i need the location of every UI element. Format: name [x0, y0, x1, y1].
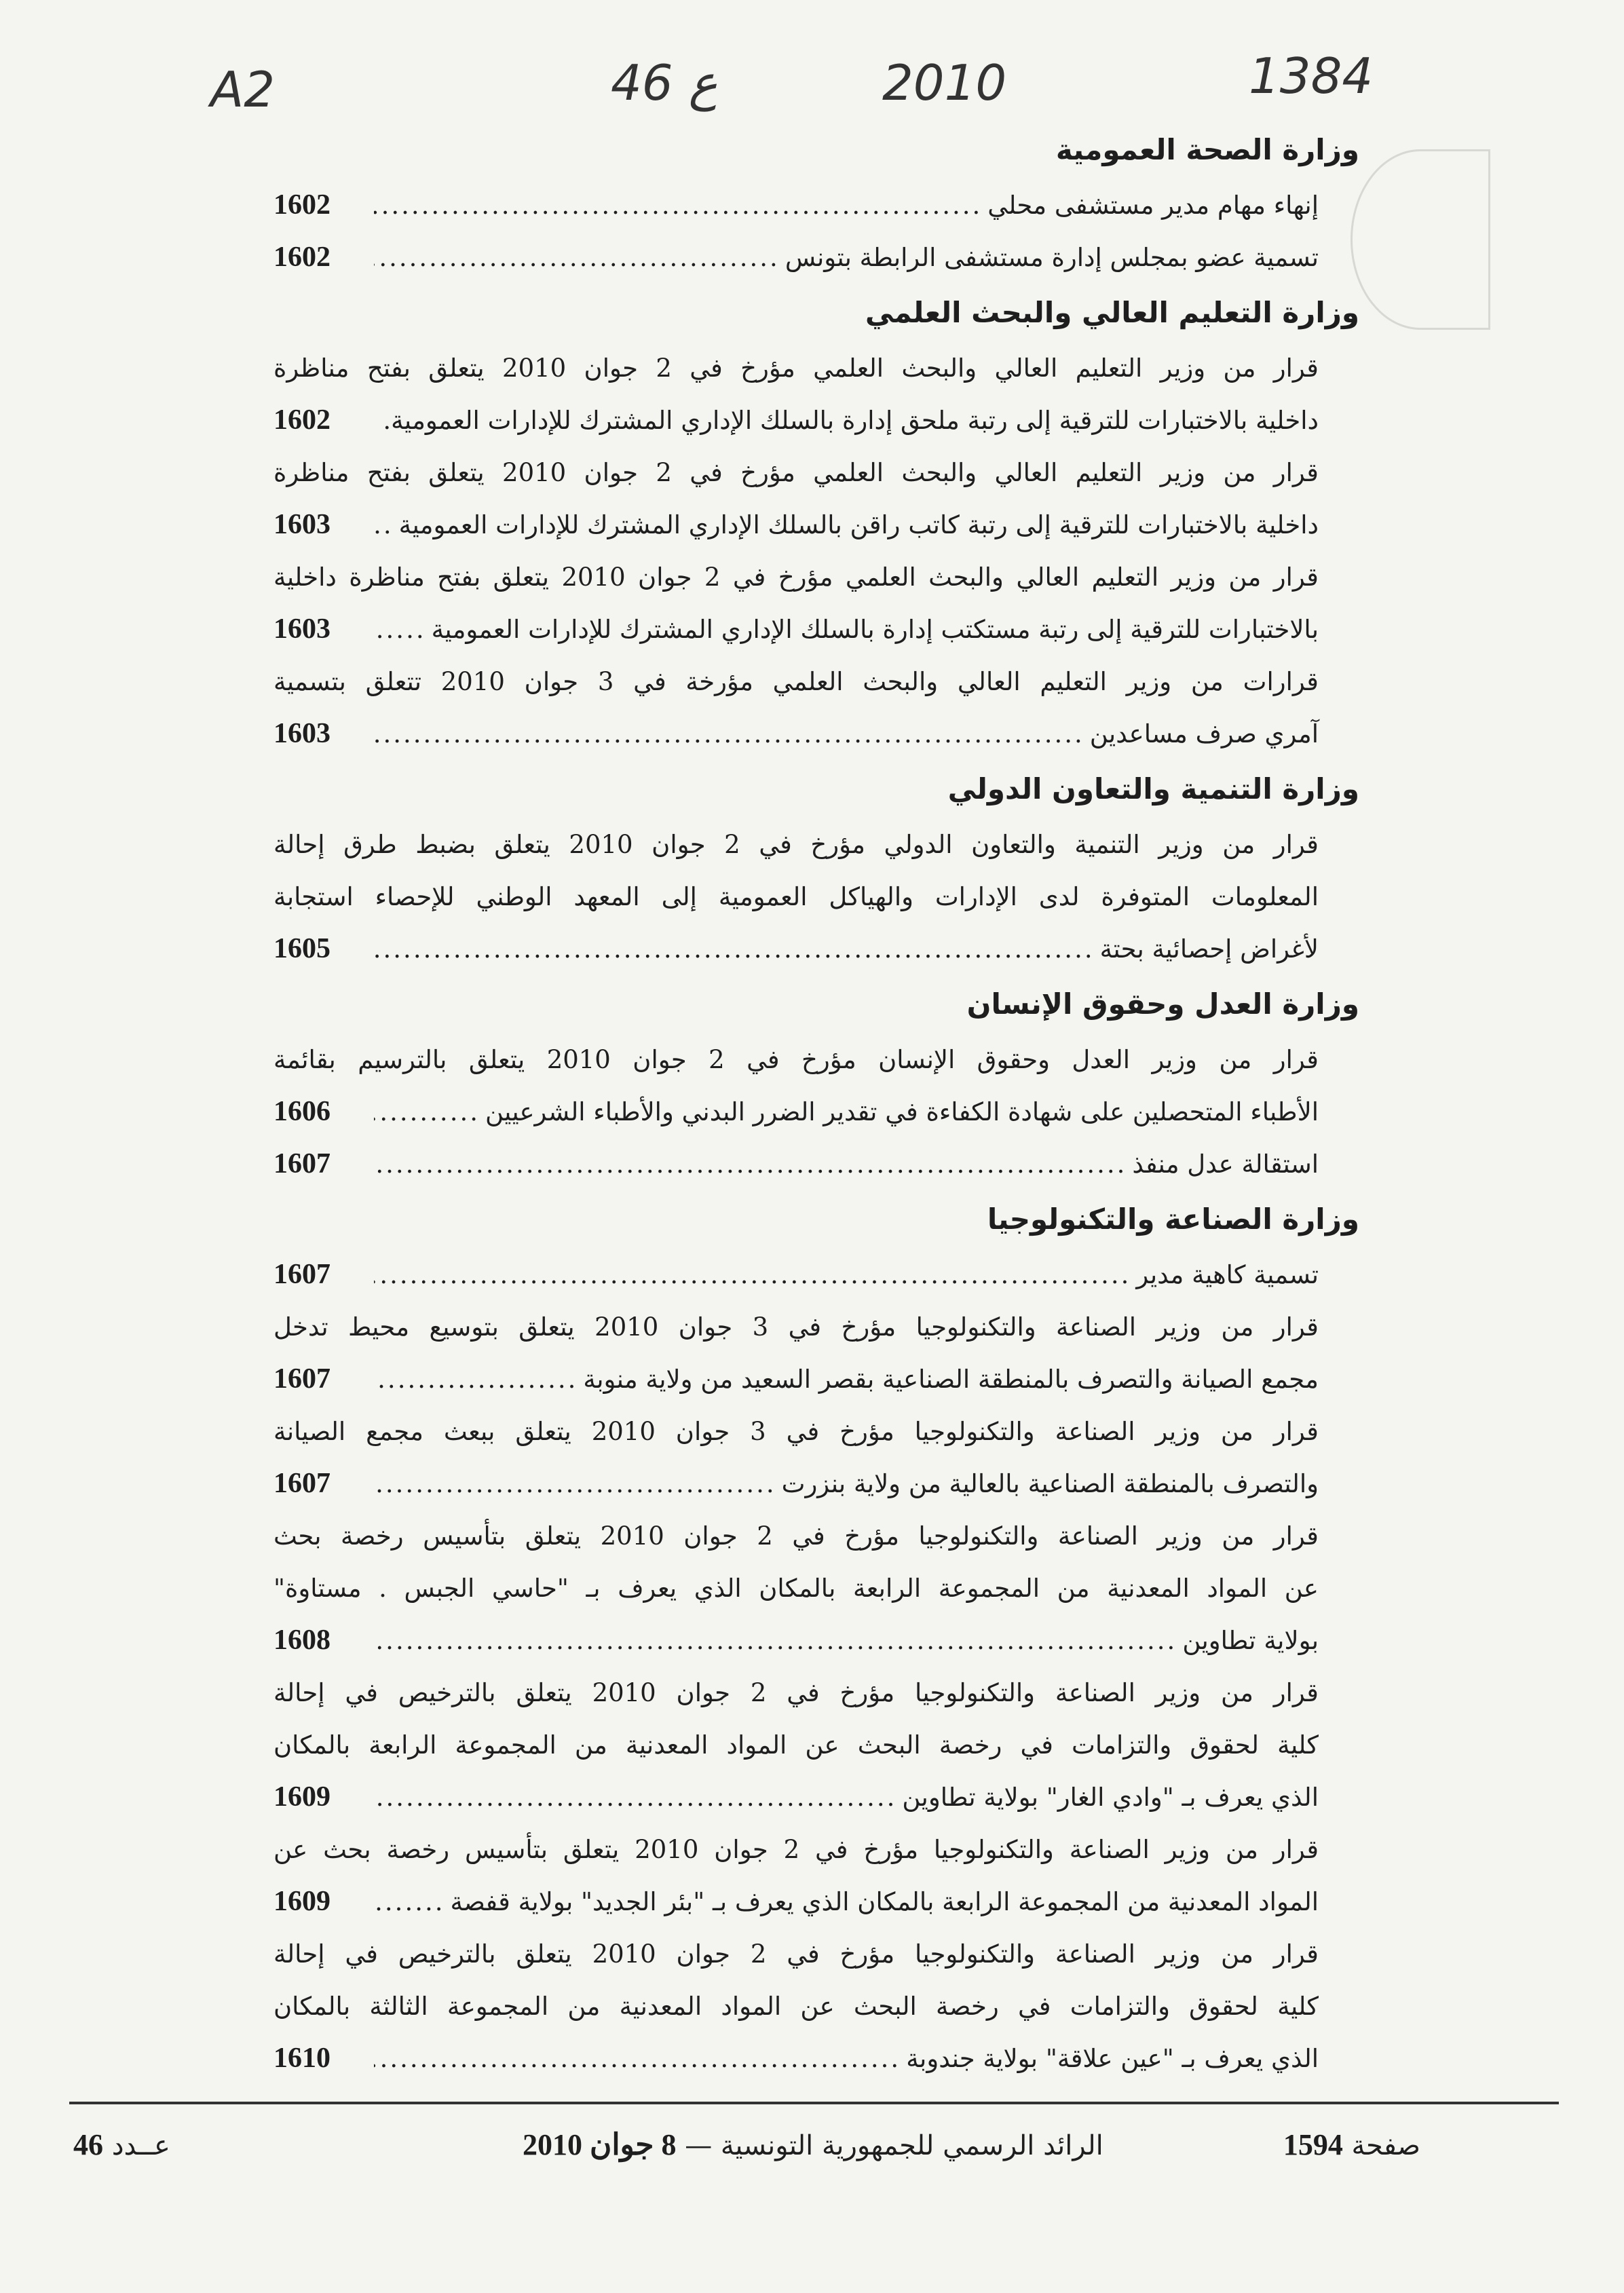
toc-entry: [273, 551, 1359, 656]
dot-leader: [374, 1771, 896, 1823]
entry-final-line: [273, 1353, 1359, 1405]
handwritten-note-ref: 1384: [1249, 48, 1374, 105]
footer-gazette: [523, 2127, 1103, 2162]
ministry-section-4: [273, 975, 1359, 1190]
toc-entry: [273, 1823, 1359, 1928]
dot-leader: [374, 231, 780, 284]
handwritten-note-a2: A2: [210, 61, 276, 118]
footer-rule: [69, 2102, 1559, 2104]
entry-text-line: المعلومات المتوفرة لدى الإدارات والهياكل العمومية إلى المعهد الوطني للإحصاء استجابة: [273, 882, 1319, 911]
toc-entry: [273, 1034, 1359, 1138]
entry-text-line: قرار من وزير الصناعة والتكنولوجيا مؤرخ في 2 جوان 2010 يتعلق بالترخيص في إحالة: [273, 1939, 1319, 1969]
toc-entry: [273, 342, 1359, 447]
entry-final-line: [273, 394, 1359, 447]
entry-final-line: [273, 603, 1359, 656]
footer-date: 8 جوان 2010: [523, 2128, 677, 2161]
entry-text-line: تسمية عضو بمجلس إدارة مستشفى الرابطة بتونس: [785, 243, 1319, 272]
toc-entry: [273, 179, 1359, 231]
ministry-title: وزارة العدل وحقوق الإنسان: [966, 987, 1359, 1021]
page-number: 1608: [273, 1625, 331, 1656]
footer-gazette-title: الرائد الرسمي للجمهورية التونسية —: [685, 2130, 1103, 2161]
dot-leader: [374, 1353, 578, 1405]
section-entries: [273, 342, 1359, 760]
ministry-section-5: [273, 1190, 1359, 2085]
toc-entry: [273, 231, 1359, 284]
entry-text-line: مجمع الصيانة والتصرف بالمنطقة الصناعية بقصر السعيد من ولاية منوبة: [583, 1365, 1319, 1394]
table-of-contents: [273, 121, 1359, 2085]
section-entries: [273, 1034, 1359, 1190]
entry-text-line: والتصرف بالمنطقة الصناعية بالعالية من ولاية بنزرت: [781, 1469, 1319, 1498]
dot-leader: [374, 1614, 1177, 1667]
entry-text-line: قرارات من وزير التعليم العالي والبحث العلمي مؤرخة في 3 جوان 2010 تتعلق بتسمية: [273, 667, 1319, 696]
section-entries: [273, 179, 1359, 284]
toc-entry: [273, 1301, 1359, 1405]
entry-text-line: عن المواد المعدنية من المجموعة الرابعة بالمكان الذي يعرف بـ "حاسي الجبس . مستاوة": [273, 1574, 1319, 1603]
dot-leader: [374, 1458, 776, 1510]
entry-text-line: قرار من وزير التنمية والتعاون الدولي مؤرخ في 2 جوان 2010 يتعلق بضبط طرق إحالة: [273, 830, 1319, 859]
entry-text-line: قرار من وزير التعليم العالي والبحث العلمي مؤرخ في 2 جوان 2010 يتعلق بفتح مناظرة داخلية: [273, 563, 1319, 592]
entry-final-line: [273, 1876, 1359, 1928]
entry-final-line: [273, 2032, 1359, 2085]
entry-final-line: [273, 499, 1359, 551]
entry-final-line: [273, 1138, 1359, 1190]
page-number: 1609: [273, 1886, 331, 1917]
page-number: 1606: [273, 1096, 331, 1127]
entry-text-line: داخلية بالاختبارات للترقية إلى رتبة ملحق إدارة بالسلك الإداري المشترك للإدارات العمومية.: [383, 406, 1319, 435]
page-number: 1607: [273, 1363, 331, 1395]
entry-final-line: [273, 923, 1359, 975]
toc-entry: [273, 818, 1359, 975]
footer-page-number: 1594: [1283, 2128, 1343, 2161]
toc-entry: [273, 1510, 1359, 1667]
dot-leader: [374, 603, 426, 656]
page-number: 1610: [273, 2043, 331, 2074]
entry-text-line: قرار من وزير الصناعة والتكنولوجيا مؤرخ في 2 جوان 2010 يتعلق بالترخيص في إحالة: [273, 1678, 1319, 1707]
section-entries: [273, 818, 1359, 975]
page-number: 1607: [273, 1259, 331, 1290]
handwritten-note-issue: ع 46: [611, 54, 718, 111]
toc-entry: [273, 1405, 1359, 1510]
page-number: 1602: [273, 189, 331, 221]
entry-text-line: تسمية كاهية مدير: [1136, 1260, 1319, 1289]
entry-text-line: قرار من وزير التعليم العالي والبحث العلمي مؤرخ في 2 جوان 2010 يتعلق بفتح مناظرة: [273, 354, 1319, 383]
page-number: 1603: [273, 509, 331, 540]
ministry-title: وزارة التعليم العالي والبحث العلمي: [865, 296, 1359, 329]
ministry-section-2: [273, 284, 1359, 760]
dot-leader: [374, 1249, 1131, 1301]
ministry-title: وزارة الصحة العمومية: [1055, 133, 1359, 166]
footer-issue-number: 46: [73, 2128, 103, 2161]
toc-entry: [273, 656, 1359, 760]
page-number: 1609: [273, 1781, 331, 1813]
dot-leader: [374, 499, 394, 551]
entry-final-line: [273, 1086, 1359, 1138]
toc-entry: [273, 1138, 1359, 1190]
toc-entry: [273, 1928, 1359, 2085]
toc-entry: [273, 447, 1359, 551]
entry-text-line: داخلية بالاختبارات للترقية إلى رتبة كاتب راقن بالسلك الإداري المشترك للإدارات العمومية: [398, 510, 1319, 539]
page-number: 1605: [273, 933, 331, 964]
entry-text-line: قرار من وزير التعليم العالي والبحث العلمي مؤرخ في 2 جوان 2010 يتعلق بفتح مناظرة: [273, 458, 1319, 487]
entry-text-line: قرار من وزير الصناعة والتكنولوجيا مؤرخ في 2 جوان 2010 يتعلق بتأسيس رخصة بحث عن: [273, 1835, 1319, 1864]
entry-final-line: [273, 708, 1359, 760]
entry-final-line: [273, 179, 1359, 231]
entry-text-line: لأغراض إحصائية بحتة: [1099, 934, 1319, 964]
ministry-section-1: [273, 121, 1359, 284]
entry-final-line: [273, 1614, 1359, 1667]
ministry-title: وزارة الصناعة والتكنولوجيا: [987, 1202, 1359, 1236]
page-number: 1603: [273, 718, 331, 749]
dot-leader: [374, 923, 1095, 975]
entry-final-line: [273, 1771, 1359, 1823]
entry-final-line: [273, 1249, 1359, 1301]
entry-text-line: استقالة عدل منفذ: [1132, 1150, 1319, 1179]
ministry-section-3: [273, 760, 1359, 975]
footer-page: [1283, 2127, 1420, 2162]
section-entries: [273, 1249, 1359, 2085]
entry-text-line: الأطباء المتحصلين على شهادة الكفاءة في تقدير الضرر البدني والأطباء الشرعيين: [485, 1097, 1319, 1126]
dot-leader: [374, 394, 377, 447]
page-number: 1607: [273, 1148, 331, 1179]
entry-text-line: آمري صرف مساعدين: [1089, 719, 1319, 748]
dot-leader: [374, 1086, 480, 1138]
footer-issue: [73, 2127, 170, 2162]
dot-leader: [374, 2032, 901, 2085]
page-number: 1602: [273, 404, 331, 436]
entry-text-line: كلية لحقوق والتزامات في رخصة البحث عن المواد المعدنية من المجموعة الثالثة بالمكان: [273, 1992, 1319, 2021]
entry-text-line: بولاية تطاوين: [1182, 1626, 1319, 1655]
entry-text-line: قرار من وزير الصناعة والتكنولوجيا مؤرخ في 3 جوان 2010 يتعلق بتوسيع محيط تدخل: [273, 1312, 1319, 1342]
entry-final-line: [273, 231, 1359, 284]
entry-text-line: قرار من وزير الصناعة والتكنولوجيا مؤرخ في 3 جوان 2010 يتعلق ببعث مجمع الصيانة: [273, 1417, 1319, 1446]
entry-text-line: الذي يعرف بـ "عين علاقة" بولاية جندوبة: [906, 2044, 1319, 2073]
ministry-title: وزارة التنمية والتعاون الدولي: [947, 772, 1359, 806]
dot-leader: [374, 1138, 1127, 1190]
entry-text-line: كلية لحقوق والتزامات في رخصة البحث عن المواد المعدنية من المجموعة الرابعة بالمكان: [273, 1730, 1319, 1760]
entry-final-line: [273, 1458, 1359, 1510]
toc-entry: [273, 1667, 1359, 1823]
page-number: 1602: [273, 242, 331, 273]
toc-entry: [273, 1249, 1359, 1301]
entry-text-line: المواد المعدنية من المجموعة الرابعة بالمكان الذي يعرف بـ "بئر الجديد" بولاية قفصة: [450, 1887, 1319, 1916]
dot-leader: [374, 1876, 445, 1928]
page-number: 1603: [273, 613, 331, 645]
dot-leader: [374, 708, 1084, 760]
entry-text-line: إنهاء مهام مدير مستشفى محلي: [987, 191, 1319, 220]
entry-text-line: بالاختبارات للترقية إلى رتبة مستكتب إدارة بالسلك الإداري المشترك للإدارات العمومية: [431, 615, 1319, 644]
footer-issue-label: عــدد: [111, 2130, 170, 2161]
faded-stamp: [1351, 149, 1490, 330]
entry-text-line: قرار من وزير الصناعة والتكنولوجيا مؤرخ في 2 جوان 2010 يتعلق بتأسيس رخصة بحث: [273, 1521, 1319, 1551]
dot-leader: [374, 179, 982, 231]
page-number: 1607: [273, 1468, 331, 1499]
handwritten-note-year: 2010: [882, 54, 1007, 111]
entry-text-line: قرار من وزير العدل وحقوق الإنسان مؤرخ في 2 جوان 2010 يتعلق بالترسيم بقائمة: [273, 1045, 1319, 1074]
footer-page-label: صفحة: [1351, 2130, 1420, 2161]
entry-text-line: الذي يعرف بـ "وادي الغار" بولاية تطاوين: [902, 1783, 1319, 1812]
